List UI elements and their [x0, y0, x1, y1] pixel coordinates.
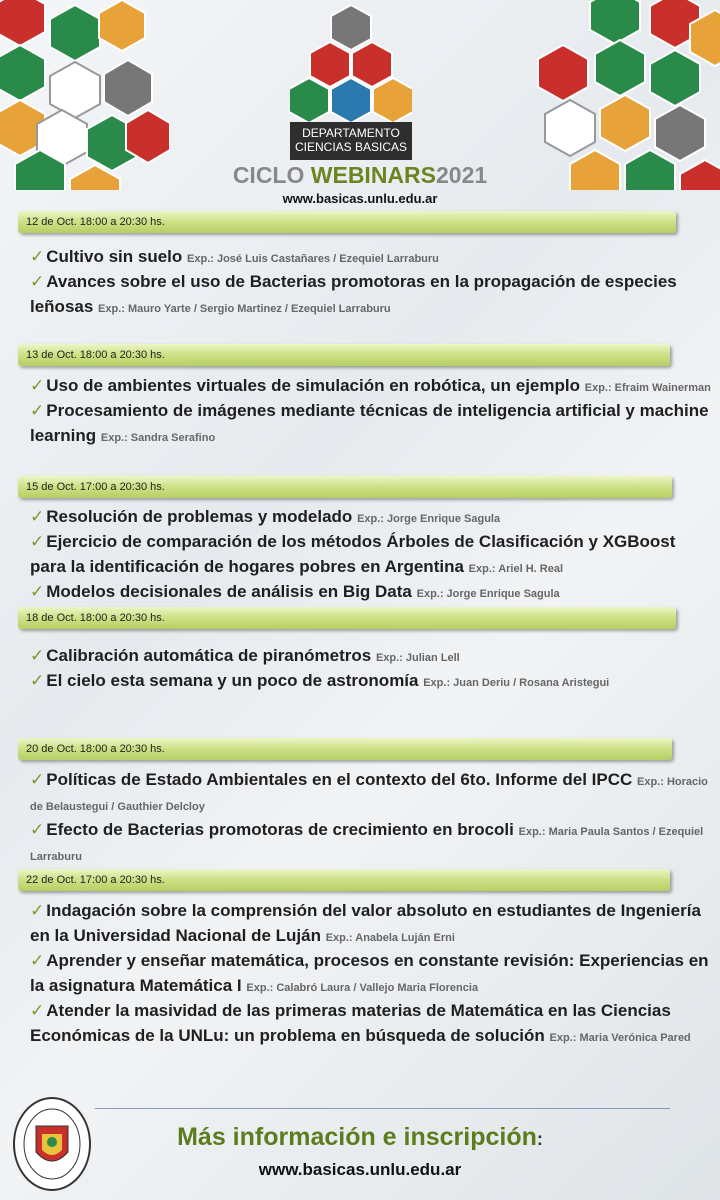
talk-item: [30, 529, 715, 579]
talk-item: [30, 898, 715, 948]
more-info-text: Más información e inscripción: [177, 1123, 537, 1151]
talk-title: Aprender y enseñar matemática, procesos en constante revisión: Experiencias en la asignatura Matemática I: [30, 951, 709, 995]
talk-speakers: Exp.: Jorge Enrique Sagula: [416, 588, 560, 600]
session-block: [30, 643, 715, 693]
talk-item: [30, 998, 715, 1048]
talk-item: [30, 398, 715, 448]
check-icon: ✓: [30, 671, 45, 690]
check-icon: ✓: [30, 820, 45, 839]
talk-title: Calibración automática de piranómetros: [46, 646, 372, 665]
check-icon: ✓: [30, 272, 45, 291]
check-icon: ✓: [30, 1001, 45, 1020]
footer-url[interactable]: www.basicas.unlu.edu.ar: [258, 1160, 462, 1179]
talk-item: [30, 504, 715, 529]
more-info-heading: [0, 1123, 720, 1152]
talk-title: Efecto de Bacterias promotoras de crecimiento en brocoli: [46, 820, 514, 839]
title-ciclo: CICLO: [232, 162, 305, 188]
check-icon: ✓: [30, 507, 45, 526]
check-icon: ✓: [30, 770, 45, 789]
talk-item: [30, 817, 715, 867]
session-date-bar: 12 de Oct. 18:00 a 20:30 hs.: [18, 211, 676, 233]
talk-speakers: Exp.: Horacio de Belaustegui / Gauthier Delcloy: [30, 776, 708, 813]
check-icon: ✓: [30, 582, 45, 601]
page-title: [0, 162, 720, 189]
talk-item: [30, 948, 715, 998]
check-icon: ✓: [30, 532, 45, 551]
talk-speakers: Exp.: Mauro Yarte / Sergio Martinez / Ezequiel Larraburu: [98, 303, 391, 315]
footer-divider: [95, 1108, 670, 1109]
talk-item: [30, 373, 715, 398]
talk-item: [30, 767, 715, 817]
talk-title: Procesamiento de imágenes mediante técnicas de inteligencia artificial y machine learning: [30, 401, 709, 445]
check-icon: ✓: [30, 646, 45, 665]
talk-item: [30, 244, 715, 269]
check-icon: ✓: [30, 401, 45, 420]
talk-title: Políticas de Estado Ambientales en el contexto del 6to. Informe del IPCC: [46, 770, 633, 789]
talk-speakers: Exp.: Sandra Serafino: [100, 432, 216, 444]
session-block: [30, 898, 715, 1048]
talk-title: Ejercicio de comparación de los métodos Árboles de Clasificación y XGBoost para la identificación de hogares pobres en Argentina: [30, 532, 676, 576]
talk-item: [30, 668, 715, 693]
talk-speakers: Exp.: Ariel H. Real: [468, 563, 563, 575]
talk-item: [30, 269, 715, 319]
session-block: [30, 373, 715, 448]
session-date-bar: 20 de Oct. 18:00 a 20:30 hs.: [18, 738, 672, 760]
talk-item: [30, 579, 715, 604]
talk-title: Uso de ambientes virtuales de simulación en robótica, un ejemplo: [46, 376, 580, 395]
check-icon: ✓: [30, 376, 45, 395]
talk-speakers: Exp.: Maria Paula Santos / Ezequiel Larraburu: [30, 826, 704, 863]
talk-title: El cielo esta semana y un poco de astronomía: [46, 671, 419, 690]
talk-speakers: Exp.: José Luis Castañares / Ezequiel Larraburu: [187, 253, 439, 265]
talk-title: Cultivo sin suelo: [46, 247, 183, 266]
talk-title: Indagación sobre la comprensión del valor absoluto en estudiantes de Ingeniería en la Universidad Nacional de Luján: [30, 901, 701, 945]
check-icon: ✓: [30, 901, 45, 920]
talk-speakers: Exp.: Maria Verónica Pared: [549, 1032, 691, 1044]
session-date-bar: 18 de Oct. 18:00 a 20:30 hs.: [18, 607, 676, 629]
talk-title: Resolución de problemas y modelado: [46, 507, 353, 526]
talk-item: [30, 643, 715, 668]
session-date-bar: 13 de Oct. 18:00 a 20:30 hs.: [18, 344, 670, 366]
department-line-1: DEPARTAMENTO: [302, 126, 400, 140]
department-hex-logo: [290, 5, 412, 125]
talk-speakers: Exp.: Jorge Enrique Sagula: [357, 513, 501, 525]
header-url[interactable]: www.basicas.unlu.edu.ar: [282, 191, 438, 206]
session-date-bar: 15 de Oct. 17:00 a 20:30 hs.: [18, 476, 672, 498]
talk-title: Modelos decisionales de análisis en Big Data: [46, 582, 412, 601]
title-year: 2021: [436, 162, 488, 188]
talk-speakers: Exp.: Anabela Luján Erni: [325, 932, 455, 944]
session-block: [30, 504, 715, 604]
session-date-bar: 22 de Oct. 17:00 a 20:30 hs.: [18, 869, 670, 891]
session-block: [30, 767, 715, 867]
talk-speakers: Exp.: Efraim Wainerman: [584, 382, 711, 394]
department-line-2: CIENCIAS BASICAS: [294, 140, 408, 154]
check-icon: ✓: [30, 247, 45, 266]
talk-title: Avances sobre el uso de Bacterias promotoras en la propagación de especies leñosas: [30, 272, 677, 316]
department-label: [290, 122, 412, 160]
more-info-colon: :: [536, 1129, 543, 1149]
check-icon: ✓: [30, 951, 45, 970]
session-block: [30, 244, 715, 319]
talk-speakers: Exp.: Julian Lell: [375, 652, 460, 664]
title-webinars: WEBINARS: [310, 162, 436, 188]
talk-speakers: Exp.: Calabró Laura / Vallejo Maria Florencia: [246, 982, 479, 994]
talk-title: Atender la masividad de las primeras materias de Matemática en las Ciencias Económicas de la UNLu: un problema en búsqueda de solución: [30, 1001, 671, 1045]
talk-speakers: Exp.: Juan Deriu / Rosana Aristegui: [423, 677, 610, 689]
